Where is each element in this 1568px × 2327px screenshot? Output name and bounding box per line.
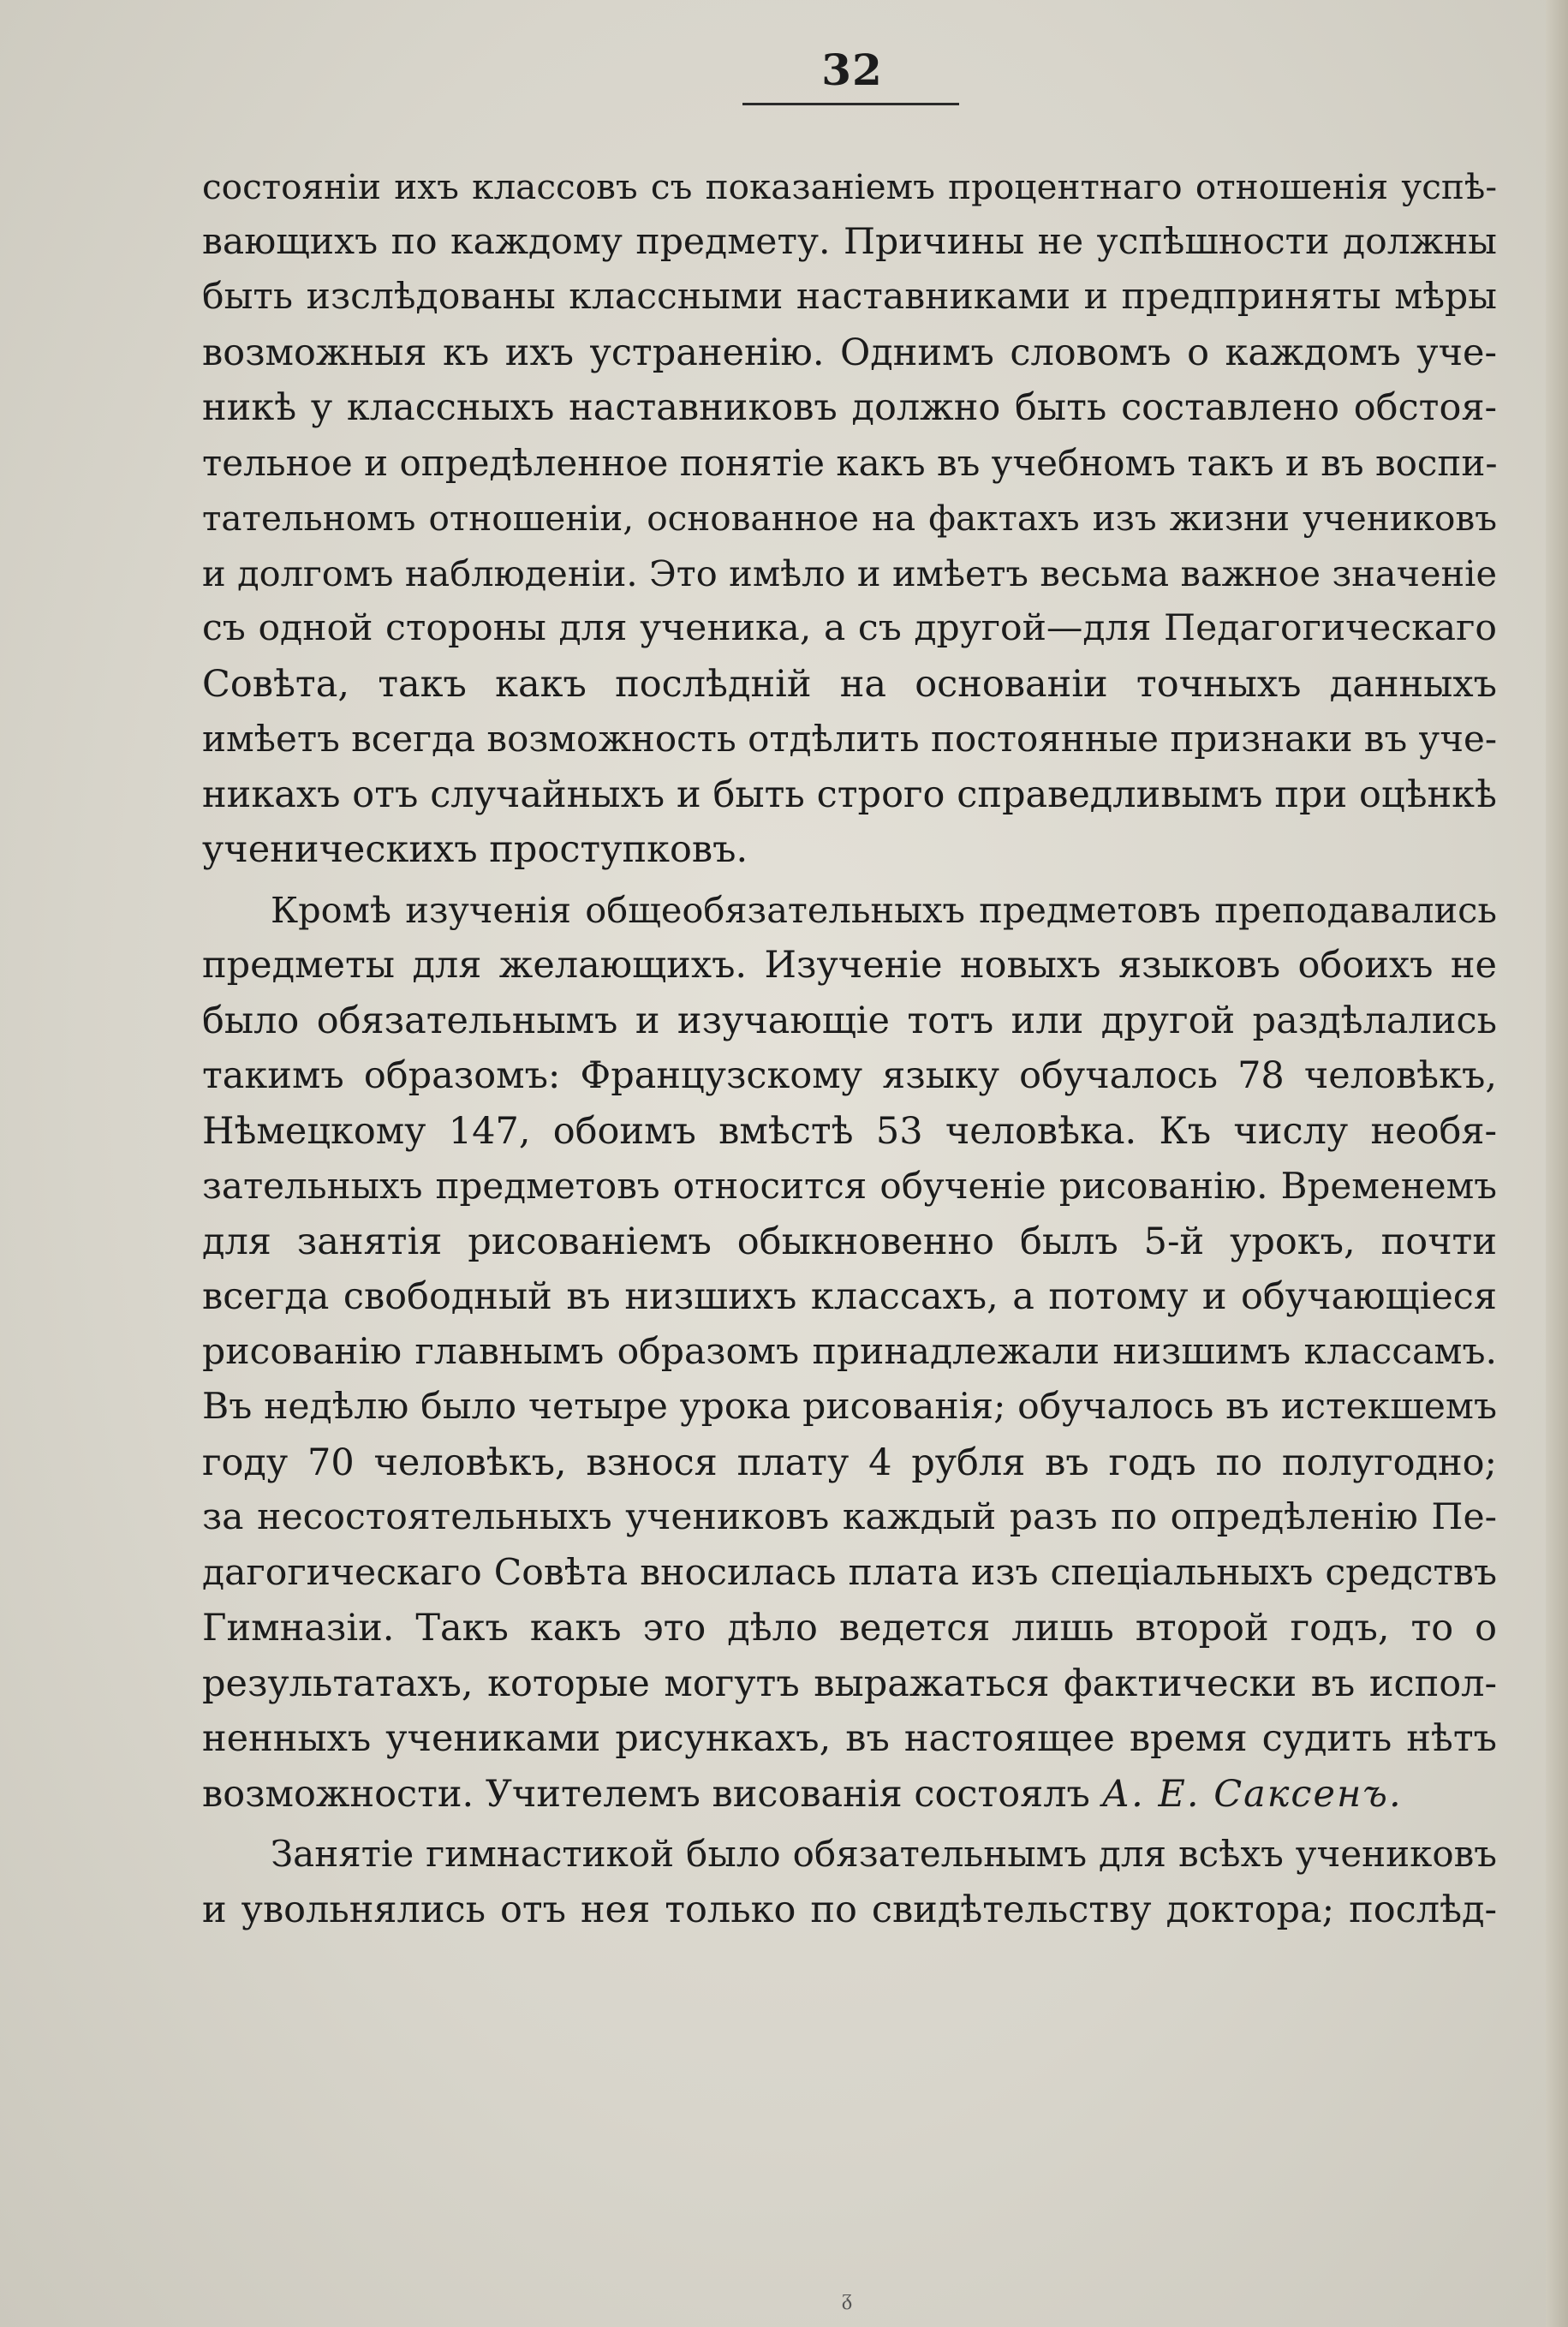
text-line: рисованію главнымъ образомъ принадлежали низшимъ классамъ. [202,1330,1497,1373]
text-line: за несостоятельныхъ учениковъ каждый разъ по опредѣленію Пе- [202,1496,1497,1538]
text-line: тательномъ отношеніи, основанное на фактахъ изъ жизни учениковъ [202,498,1497,539]
text-line: году 70 человѣкъ, взнося плату 4 рубля въ годъ по полугодно; [202,1441,1497,1484]
text-line: и долгомъ наблюденіи. Это имѣло и имѣетъ весьма важное значеніе [202,552,1497,594]
text-line: всегда свободный въ низшихъ классахъ, а потому и обучающіеся [202,1275,1497,1318]
page-number-rule [742,103,959,105]
body-text [202,159,1497,1942]
paragraph-2 [202,883,1497,1823]
paragraph-1 [202,159,1497,878]
text-line: вающихъ по каждому предмету. Причины не успѣшности должны [202,220,1497,263]
text-line: ученическихъ проступковъ. [202,828,748,871]
text-line: для занятія рисованіемъ обыкновенно былъ 5-й урокъ, почти [202,1220,1497,1263]
text-line: никѣ у классныхъ наставниковъ должно быть составлено обстоя- [202,386,1497,429]
paragraph-3 [202,1827,1497,1937]
text-line: предметы для желающихъ. Изученіе новыхъ языковъ обоихъ не [202,944,1497,987]
text-line: ненныхъ учениками рисункахъ, въ настоящее время судить нѣтъ [202,1717,1497,1760]
text-line: Кромѣ изученія общеобязательныхъ предметовъ преподавались [271,888,1497,931]
text-line: возможныя къ ихъ устраненію. Однимъ словомъ о каждомъ уче- [202,331,1497,374]
text-line: Нѣмецкому 147, обоимъ вмѣстѣ 53 человѣка. Къ числу необя- [202,1109,1497,1153]
text-line: Въ недѣлю было четыре урока рисованія; обучалось въ истекшемъ [202,1386,1497,1428]
text-line: съ одной стороны для ученика, а съ другой—для Педагогическаго [202,607,1497,649]
text-line: быть изслѣдованы классными наставниками и предприняты мѣры [202,276,1497,318]
text-line: Занятіе гимнастикой было обязательнымъ для всѣхъ учениковъ [271,1833,1497,1875]
bottom-mark: ᵹ [842,2285,853,2311]
text-line: никахъ отъ случайныхъ и быть строго справедливымъ при оцѣнкѣ [202,773,1497,816]
text-line: имѣетъ всегда возможность отдѣлить постоянные признаки въ уче- [202,718,1498,760]
text-line: и увольнялись отъ нея только по свидѣтельству доктора; послѣд- [202,1888,1497,1931]
text-line: Гимназіи. Такъ какъ это дѣло ведется лишь второй годъ, то о [202,1607,1497,1650]
text-line: было обязательнымъ и изучающіе тотъ или другой раздѣлались [202,999,1497,1042]
text-line: тельное и опредѣленное понятіе какъ въ учебномъ такъ и въ воспи- [202,441,1498,484]
page-edge-shadow [1546,0,1568,2327]
text-line-with-signature [202,1767,1497,1823]
teacher-name: А. Е. Саксенъ. [1101,1772,1403,1816]
text-line: Совѣта, такъ какъ послѣдній на основаніи точныхъ данныхъ [202,662,1497,706]
text-line: зательныхъ предметовъ относится обученіе рисованію. Временемъ [202,1165,1497,1207]
text-line: дагогическаго Совѣта вносилась плата изъ спеціальныхъ средствъ [202,1551,1497,1594]
text-line: результатахъ, которые могутъ выражаться фактически въ испол- [202,1662,1497,1705]
text-line: состояніи ихъ классовъ съ показаніемъ процентнаго отношенія успѣ- [202,166,1497,207]
text-line: возможности. Учителемъ висованія состоялъ [202,1772,1090,1816]
page-number: 32 [821,45,883,95]
text-line: такимъ образомъ: Французскому языку обучалось 78 человѣкъ, [202,1054,1497,1097]
